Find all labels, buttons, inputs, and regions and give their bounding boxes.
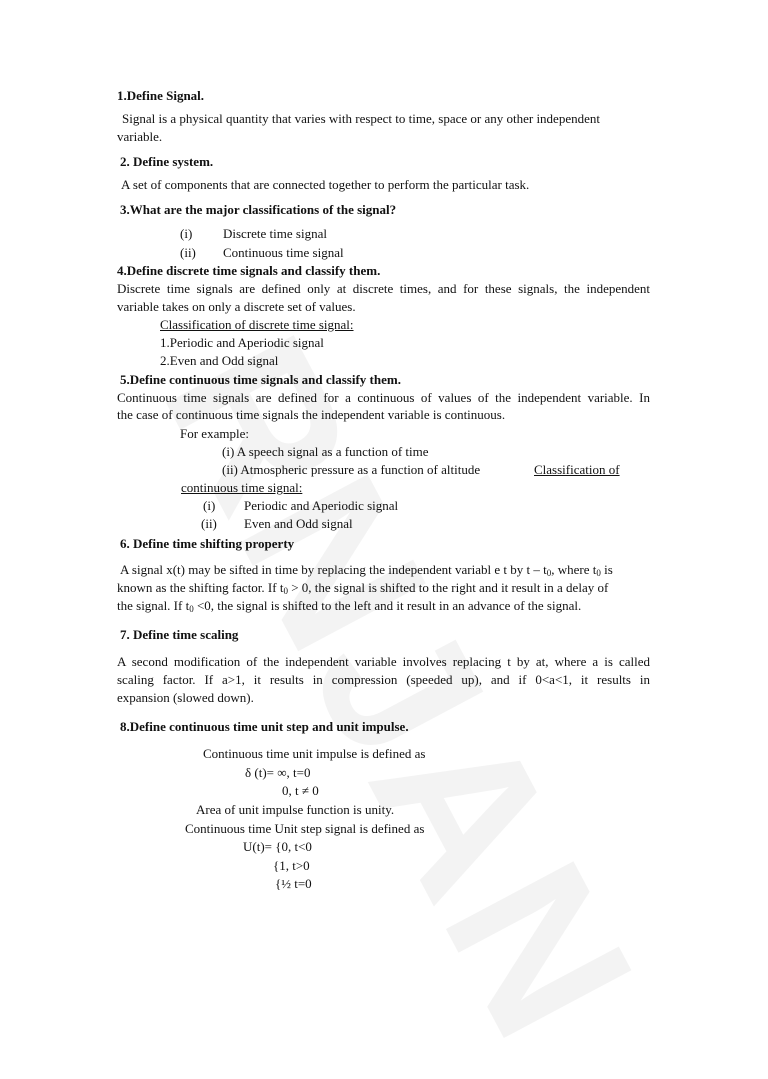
q6-text-line1: A signal x(t) may be sifted in time by replacing the independent variabl e t by t – $t_0$, where $t_0$ is — [120, 562, 613, 578]
q5-class-item-text: Even and Odd signal — [244, 516, 353, 531]
q8-impulse-formula-case: 0, t ≠ 0 — [282, 783, 319, 798]
q1-text-line2: variable. — [117, 129, 163, 144]
q4-classification-heading: Classification of discrete time signal: — [160, 317, 354, 332]
q3-item-number: (i) — [180, 226, 193, 241]
q4-class-item: 2.Even and Odd signal — [160, 353, 279, 368]
q3-item-text: Continuous time signal — [223, 245, 344, 260]
q7-text-line1: A second modification of the independent variable involves replacing t by at, where a is called — [117, 654, 650, 669]
q5-example-label: For example: — [180, 426, 249, 441]
q5-class-item-number: (i) — [203, 498, 216, 513]
q5-class-item-text: Periodic and Aperiodic signal — [244, 498, 399, 513]
q8-impulse-area-text: Area of unit impulse function is unity. — [196, 802, 395, 817]
q4-class-item: 1.Periodic and Aperiodic signal — [160, 335, 324, 350]
q1-heading: 1.Define Signal. — [117, 88, 205, 103]
q5-class-item-number: (ii) — [201, 516, 217, 531]
q7-text-line3: expansion (slowed down). — [117, 690, 254, 705]
q6-text-line2: known as the shifting factor. If $t_0 > 0$, the signal is shifted to the right and it result in a delay of — [117, 580, 609, 596]
q8-impulse-definition-label: Continuous time unit impulse is defined as — [203, 746, 426, 761]
q8-step-formula-case: {1, t>0 — [273, 858, 310, 873]
q8-step-formula: U(t)= {0, t<0 — [243, 839, 312, 854]
q6-text-line3: the signal. If $t_0 <0$, the signal is shifted to the left and it result in an advance of the signal. — [117, 598, 582, 614]
q5-classification-heading-cont: continuous time signal: — [181, 480, 303, 495]
q4-heading: 4.Define discrete time signals and classify them. — [117, 263, 381, 278]
q3-item-number: (ii) — [180, 245, 196, 260]
q3-heading: 3.What are the major classifications of the signal? — [120, 202, 397, 217]
q5-example-item: (ii) Atmospheric pressure as a function of altitude — [222, 462, 481, 477]
q5-heading: 5.Define continuous time signals and classify them. — [120, 372, 401, 387]
q8-step-definition-label: Continuous time Unit step signal is defined as — [185, 821, 425, 836]
q6-heading: 6. Define time shifting property — [120, 536, 295, 551]
q4-text-line2: variable takes on only a discrete set of values. — [117, 299, 356, 314]
q8-step-formula-case: {½ t=0 — [275, 876, 312, 891]
q5-example-item: (i) A speech signal as a function of time — [222, 444, 429, 459]
q2-text-line1: A set of components that are connected together to perform the particular task. — [121, 177, 530, 192]
q8-heading: 8.Define continuous time unit step and unit impulse. — [120, 719, 409, 734]
q4-text-line1: Discrete time signals are defined only at discrete times, and for these signals, the independent — [117, 281, 650, 296]
q7-text-line2: scaling factor. If a>1, it results in compression (speeded up), and if 0<a<1, it results in — [117, 672, 650, 687]
q2-heading: 2. Define system. — [120, 154, 214, 169]
q1-text-line1: Signal is a physical quantity that varies with respect to time, space or any other independent — [122, 111, 600, 126]
q3-item-text: Discrete time signal — [223, 226, 327, 241]
q8-impulse-formula: δ (t)= ∞, t=0 — [245, 765, 311, 780]
q5-text-line1: Continuous time signals are defined for a continuous of values of the independent variable. In — [117, 390, 650, 405]
q5-text-line2: the case of continuous time signals the independent variable is continuous. — [117, 407, 506, 422]
q7-heading: 7. Define time scaling — [120, 627, 239, 642]
q5-classification-heading: Classification of — [534, 462, 620, 477]
